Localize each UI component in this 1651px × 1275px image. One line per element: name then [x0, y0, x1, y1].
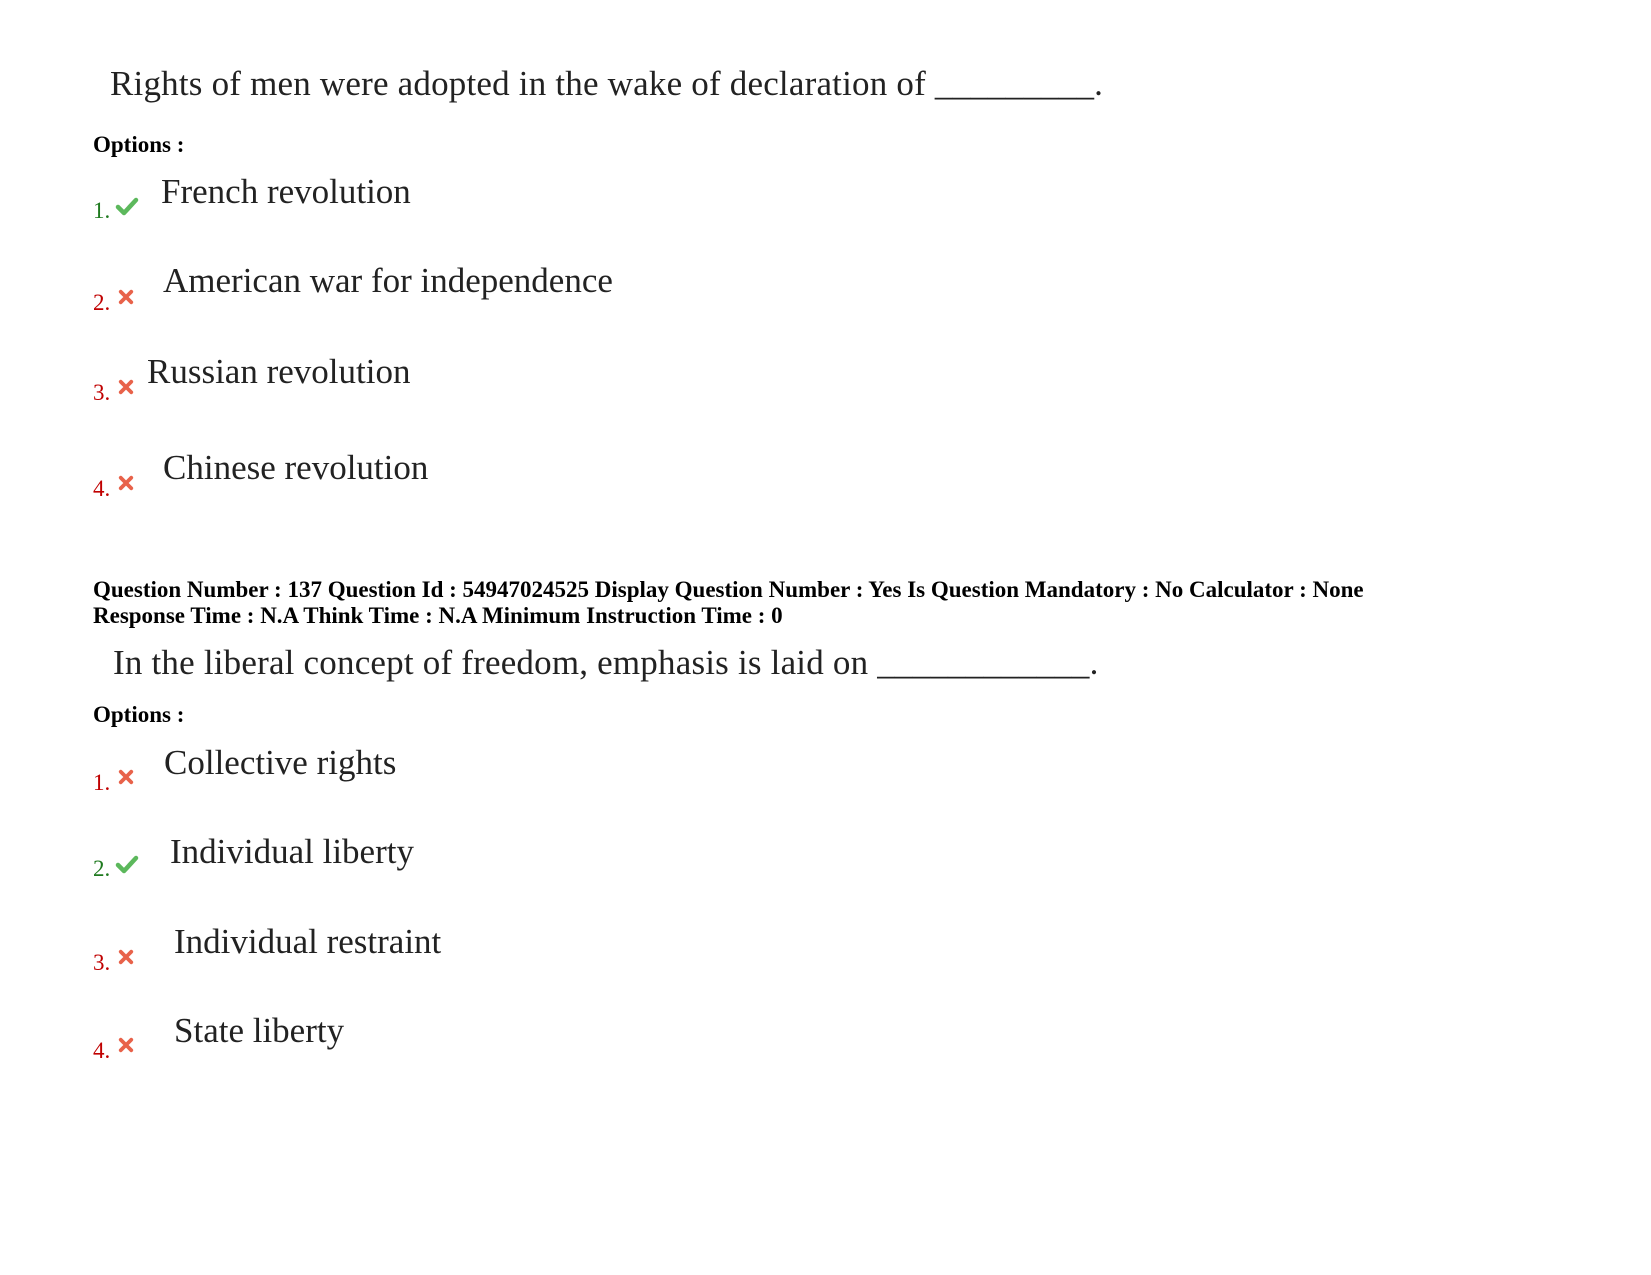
- option-text: French revolution: [161, 172, 411, 211]
- question-1-options-label: Options :: [93, 132, 185, 157]
- option-text: State liberty: [174, 1011, 345, 1050]
- option-text: Collective rights: [164, 743, 397, 782]
- option-number: 3.: [93, 380, 111, 405]
- option-text: Chinese revolution: [163, 448, 429, 487]
- option-number: 4.: [93, 476, 111, 501]
- question-1-text: Rights of men were adopted in the wake of declaration of _________.: [110, 64, 1104, 103]
- option-text: Individual restraint: [174, 922, 442, 961]
- option-text: American war for independence: [163, 261, 613, 300]
- cross-icon: [117, 948, 135, 966]
- question-2-meta-line-1: Question Number : 137 Question Id : 54947024525 Display Question Number : Yes Is Question Mandatory : No Calculator : None: [93, 577, 1364, 602]
- cross-icon: [117, 768, 135, 786]
- option-text: Russian revolution: [147, 352, 411, 391]
- option-number: 3.: [93, 950, 111, 975]
- cross-icon: [117, 288, 135, 306]
- option-number: 4.: [93, 1038, 111, 1063]
- question-2-options-label: Options :: [93, 702, 185, 727]
- check-icon: [115, 194, 139, 218]
- question-2-text: In the liberal concept of freedom, emphasis is laid on ____________.: [113, 643, 1099, 682]
- check-icon: [115, 852, 139, 876]
- cross-icon: [117, 1036, 135, 1054]
- cross-icon: [117, 378, 135, 396]
- option-number: 2.: [93, 856, 111, 881]
- option-number: 1.: [93, 198, 111, 223]
- option-number: 2.: [93, 290, 111, 315]
- question-2-meta-line-2: Response Time : N.A Think Time : N.A Minimum Instruction Time : 0: [93, 603, 783, 628]
- option-number: 1.: [93, 770, 111, 795]
- cross-icon: [117, 474, 135, 492]
- option-text: Individual liberty: [170, 832, 414, 871]
